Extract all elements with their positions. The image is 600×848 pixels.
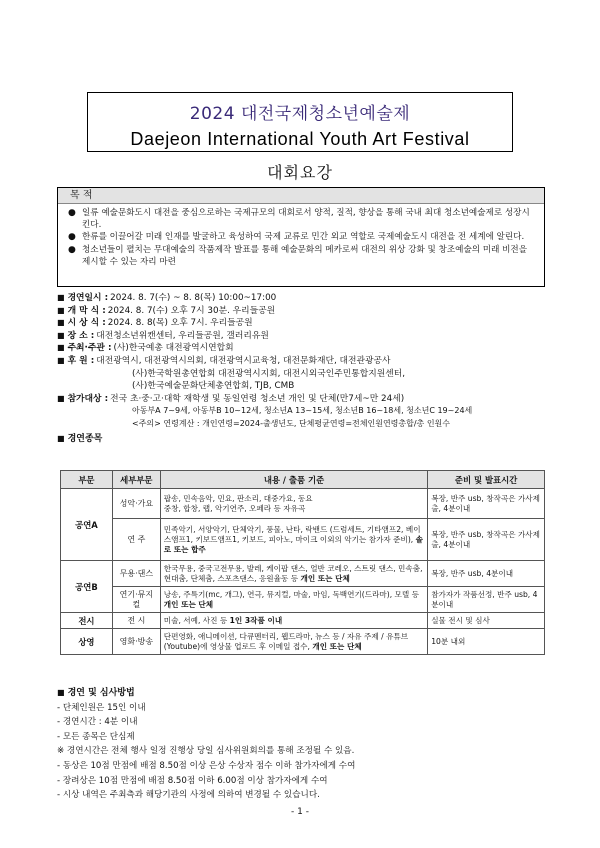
purpose-title: 목 적 — [58, 188, 544, 204]
col-header-prep-time: 준비 및 발표시간 — [428, 471, 545, 489]
square-bullet-icon: ■ — [57, 343, 65, 353]
judging-methods — [57, 686, 557, 803]
time-cell: 복장, 반주 usb, 4분이내 — [428, 561, 545, 587]
square-bullet-icon: ■ — [57, 433, 65, 443]
col-header-subdivision: 세부부문 — [112, 471, 160, 489]
info-age-note: <주의> 연령계산 : 개인연령=2024-출생년도, 단체평균연령=전체인원연령총합/총 인원수 — [132, 418, 450, 428]
purpose-list — [58, 204, 544, 268]
categories-table — [60, 470, 545, 655]
square-bullet-icon: ■ — [57, 318, 65, 328]
info-sponsor: ■ 후 원 : 대전광역시, 대전광역시의회, 대전광역시교육청, 대전문화재단, 대전관광공사 — [57, 355, 391, 366]
info-opening: ■ 개 막 식 : 2024. 8. 7(수) 오후 7시 30분. 우리들공원 — [57, 305, 276, 316]
page-number: - 1 - — [291, 807, 309, 817]
bullet-icon: ● — [68, 244, 76, 255]
division-cell: 공연A — [61, 489, 113, 561]
division-cell: 전시 — [61, 613, 113, 629]
method-item: - 동상은 10점 만점에 배점 8.50점 이상 은상 수상자 점수 이하 참가자에게 수여 — [57, 760, 356, 771]
info-sponsor-line: (사)한국학원총연합회 대전광역시지회, 대전시외국인주민통합지원센터, — [132, 368, 405, 379]
square-bullet-icon: ■ — [57, 393, 65, 403]
info-venue: ■ 장 소 : 대전청소년위캔센터, 우리들공원, 갤러리유원 — [57, 330, 269, 341]
col-header-content: 내용 / 출품 기준 — [160, 471, 427, 489]
info-host: ■ 주최·주관 : (사)한국예총 대전광역시연합회 — [57, 343, 234, 354]
content-cell: 단편영화, 애니메이션, 다큐멘터리, 웹드라마, 뉴스 등 / 자유 주제 / 유튜브 (Youtube)에 영상물 업로드 후 이메일 접수, 개인 또는 단체 — [160, 629, 427, 655]
table-row — [61, 587, 545, 613]
table-row — [61, 519, 545, 561]
time-cell: 참가자가 작품선정, 반주 usb, 4분이내 — [428, 587, 545, 613]
info-awards: ■ 시 상 식 : 2024. 8. 8(목) 오후 7시. 우리들공원 — [57, 318, 253, 329]
bullet-icon: ● — [68, 232, 76, 243]
subdivision-cell: 연기·뮤지컬 — [112, 587, 160, 613]
festival-title-korean: 2024 대전국제청소년예술제 — [189, 104, 411, 124]
division-cell: 공연B — [61, 561, 113, 613]
bullet-icon: ● — [68, 208, 76, 218]
content-cell: 팝송, 민속음악, 민요, 판소리, 대중가요, 동요 중창, 합창, 랩, 악기연주, 오페라 등 자유곡 — [160, 489, 427, 519]
categories-heading: ■ 경연종목 — [57, 433, 103, 444]
method-note: ※ 경연시간은 전체 행사 일정 진행상 당일 심사위원회의를 통해 조정될 수 있음. — [57, 746, 355, 757]
square-bullet-icon: ■ — [57, 688, 65, 697]
method-item: - 모든 종목은 단심제 — [57, 731, 135, 742]
info-period: ■ 경연일시 : 2024. 8. 7(수) ~ 8. 8(목) 10:00~17:00 — [57, 293, 277, 303]
method-item: - 단체인원은 15인 이내 — [57, 702, 146, 713]
festival-title-english: Daejeon International Youth Art Festival — [130, 129, 470, 149]
purpose-box — [57, 187, 545, 287]
content-cell: 낭송, 주특기(mc, 개그), 연극, 뮤지컬, 마술, 마임, 독백연기(드라마), 모델 등 개인 또는 단체 — [160, 587, 427, 613]
table-row — [61, 561, 545, 587]
method-item: - 경연시간 : 4분 이내 — [57, 717, 138, 728]
content-cell: 민족악기, 서양악기, 단체악기, 풍물, 난타, 락밴드 (드럼세트, 기타앰프2, 베이스앰프1, 키보드앰프1, 키보드, 피아노, 마이크 이외의 악기는 참가자 준비), 솔로 또는 합주 — [160, 519, 427, 561]
purpose-item: ● 한류를 이끌어갈 미래 인재를 발굴하고 육성하여 국제 교류로 민간 외교 역할로 국제예술도시 대전을 전 세계에 알린다. — [68, 232, 525, 243]
square-bullet-icon: ■ — [57, 305, 65, 315]
division-cell: 상영 — [61, 629, 113, 655]
table-row — [61, 629, 545, 655]
subdivision-cell: 성악·가요 — [112, 489, 160, 519]
content-cell: 한국무용, 중국고전무용, 발레, 케이팝 댄스, 얼반 코레오, 스트릿 댄스, 민속춤, 현대춤, 단체춤, 스포츠댄스, 응원율동 등 개인 또는 단체 — [160, 561, 427, 587]
document-subtitle: 대회요강 — [267, 163, 333, 182]
time-cell: 10분 내외 — [428, 629, 545, 655]
festival-title-box — [87, 92, 513, 152]
info-target-age-groups: 아동부A 7~9세, 아동부B 10~12세, 청소년A 13~15세, 청소년B 16~18세, 청소년C 19~24세 — [132, 406, 473, 416]
info-sponsor-line: (사)한국예술문화단체총연합회, TJB, CMB — [132, 381, 295, 392]
square-bullet-icon: ■ — [57, 355, 65, 365]
purpose-item: ● 청소년들이 펼치는 무대예술의 작품제작 발표를 통해 예술문화의 메카로써 대전의 위상 강화 및 창조예술의 미래 비전을 제시할 수 있는 자리 마련 — [68, 244, 528, 267]
table-header-row — [61, 471, 545, 489]
square-bullet-icon: ■ — [57, 293, 65, 302]
methods-heading: ■ 경연 및 심사방법 — [57, 688, 135, 698]
subdivision-cell: 무용·댄스 — [112, 561, 160, 587]
table-row — [61, 489, 545, 519]
subdivision-cell: 영화·방송 — [112, 629, 160, 655]
time-cell: 복장, 반주 usb, 창작곡은 가사제출, 4분이내 — [428, 489, 545, 519]
square-bullet-icon: ■ — [57, 330, 65, 340]
content-cell: 미술, 서예, 사진 등 1인 3작품 이내 — [160, 613, 427, 629]
table-row — [61, 613, 545, 629]
method-item: - 시상 내역은 주최측과 해당기관의 사정에 의하여 변경될 수 있습니다. — [57, 790, 320, 801]
subdivision-cell: 연 주 — [112, 519, 160, 561]
method-item: - 장려상은 10점 만점에 배점 8.50점 이하 6.00점 이상 참가자에게 수여 — [57, 775, 328, 786]
col-header-division: 부문 — [61, 471, 113, 489]
purpose-item: ● 일류 예술문화도시 대전을 중심으로하는 국제규모의 대회로서 양적, 질적, 향상을 통해 국내 최대 청소년예술제로 성장시킨다. — [68, 208, 530, 231]
time-cell: 복장, 반주 usb, 창작곡은 가사제출, 4분이내 — [428, 519, 545, 561]
time-cell: 실물 전시 및 심사 — [428, 613, 545, 629]
info-target: ■ 참가대상 : 전국 초·중·고·대학 재학생 및 동일연령 청소년 개인 및 단체(만7세~만 24세) — [57, 393, 405, 404]
subdivision-cell: 전 시 — [112, 613, 160, 629]
event-info — [57, 292, 557, 445]
